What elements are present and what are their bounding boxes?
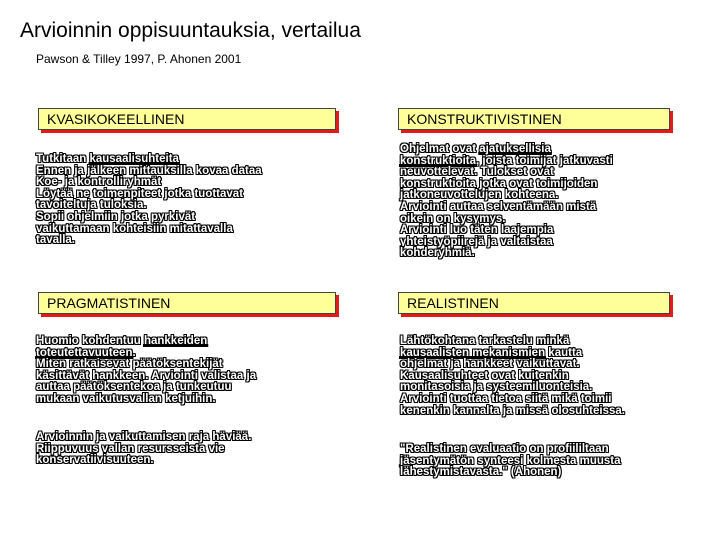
text-line: konstruktioita jotka ovat toimijoiden bbox=[400, 177, 598, 190]
text-line: lähestymistavasta." (Ahonen) bbox=[400, 466, 562, 479]
text-line: yhteistyöpiirejä ja valtaistaa bbox=[400, 235, 553, 248]
text-line: Arviointi auttaa selventämään mistä bbox=[400, 200, 597, 213]
text-line: Miten ratkaisevat päätöksentekijät bbox=[36, 358, 223, 371]
text-line: kenenkin kannalta ja missä olosuhteissa. bbox=[400, 404, 625, 417]
konstr-heading: KONSTRUKTIVISTINEN bbox=[398, 108, 670, 130]
real-heading: REALISTINEN bbox=[398, 292, 670, 314]
text-line: Ohjelmat ovat ajatuksellisia bbox=[400, 143, 551, 155]
text-line: "Realistinen evaluaatio on profiililtaan bbox=[400, 443, 609, 455]
underlined-term: hankkeiden bbox=[143, 335, 208, 347]
underlined-term: toteutettavuuteen bbox=[36, 346, 133, 359]
text-line: Lähtökohtana tarkastelu minkä bbox=[400, 335, 570, 347]
konstr-text bbox=[400, 144, 613, 260]
text-line: Riippuvuus vallan resursseista vie bbox=[36, 442, 225, 455]
text-line: Ennen ja jälkeen mittauksilla kovaa dataa bbox=[36, 164, 262, 177]
text-line: Sopii ohjelmiin jotka pyrkivät bbox=[36, 210, 196, 223]
kvasi-heading: KVASIKOKEELLINEN bbox=[38, 108, 336, 130]
text-line: tavoiteltuja tuloksia. bbox=[36, 199, 147, 212]
real-text-2 bbox=[400, 444, 621, 479]
text-line: Arvioinnin ja vaikuttamisen raja häviää. bbox=[36, 431, 252, 443]
underlined-term: konstruktioita bbox=[400, 154, 477, 167]
real-text bbox=[400, 336, 625, 417]
text-line: neuvottelevat. Tulokset ovat bbox=[400, 166, 554, 179]
kvasi-text bbox=[36, 154, 262, 247]
text-line: Kausaalisuhteet ovat kuitenkin bbox=[400, 369, 569, 382]
slide-subtitle: Pawson & Tilley 1997, P. Ahonen 2001 bbox=[36, 52, 242, 66]
text-line: Huomio kohdentuu hankkeiden bbox=[36, 335, 208, 347]
slide-title: Arvioinnin oppisuuntauksia, vertailua bbox=[20, 19, 361, 42]
underlined-term: kausaalisten mekanismien bbox=[400, 346, 546, 359]
text-line: konservatiivisuuteen. bbox=[36, 454, 154, 467]
text-line: vaikuttamaan kohteisiin mitattavalla bbox=[36, 222, 233, 235]
text-line: kohderyhmiä. bbox=[400, 247, 475, 260]
underlined-term: kausaalisuhteita bbox=[89, 153, 179, 165]
text-line: tavalla. bbox=[36, 234, 75, 247]
prag-text bbox=[36, 336, 256, 406]
text-line: oikein on kysymys. bbox=[400, 212, 506, 225]
text-line: monitasoisia ja systeemiluonteisia. bbox=[400, 381, 593, 394]
text-line: Arviointi luo täten laajempia bbox=[400, 224, 554, 237]
text-line: mukaan vaikutusvallan ketjuihin. bbox=[36, 392, 216, 405]
prag-heading: PRAGMATISTINEN bbox=[38, 292, 336, 314]
text-line: auttaa päätöksentekoa ja tunkeutuu bbox=[36, 381, 232, 394]
text-line: Koe- ja kontrolliryhmät bbox=[36, 176, 162, 189]
text-line: konstruktioita, joista toimijat jatkuvasti bbox=[400, 154, 613, 167]
text-line: jäsentymätön synteesi kolmesta muusta bbox=[400, 454, 621, 467]
text-line: käsittävät hankkeen. Arviointi valistaa ja bbox=[36, 369, 257, 382]
underlined-term: ajatuksellisia bbox=[479, 143, 551, 155]
text-line: Tutkitaan kausaalisuhteita bbox=[36, 153, 179, 165]
text-line: toteutettavuuteen. bbox=[36, 346, 136, 359]
text-line: Löytää ne toimenpiteet jotka tuottavat bbox=[36, 187, 244, 200]
text-line: jatkoneuvottelujen kohteena. bbox=[400, 189, 559, 202]
text-line: ohjelmat ja hankkeet vaikuttavat. bbox=[400, 358, 580, 371]
text-line: Arviointi tuottaa tietoa siitä mikä toimii bbox=[400, 392, 612, 405]
text-line: kausaalisten mekanismien kautta bbox=[400, 346, 583, 359]
prag-text-2 bbox=[36, 432, 251, 467]
